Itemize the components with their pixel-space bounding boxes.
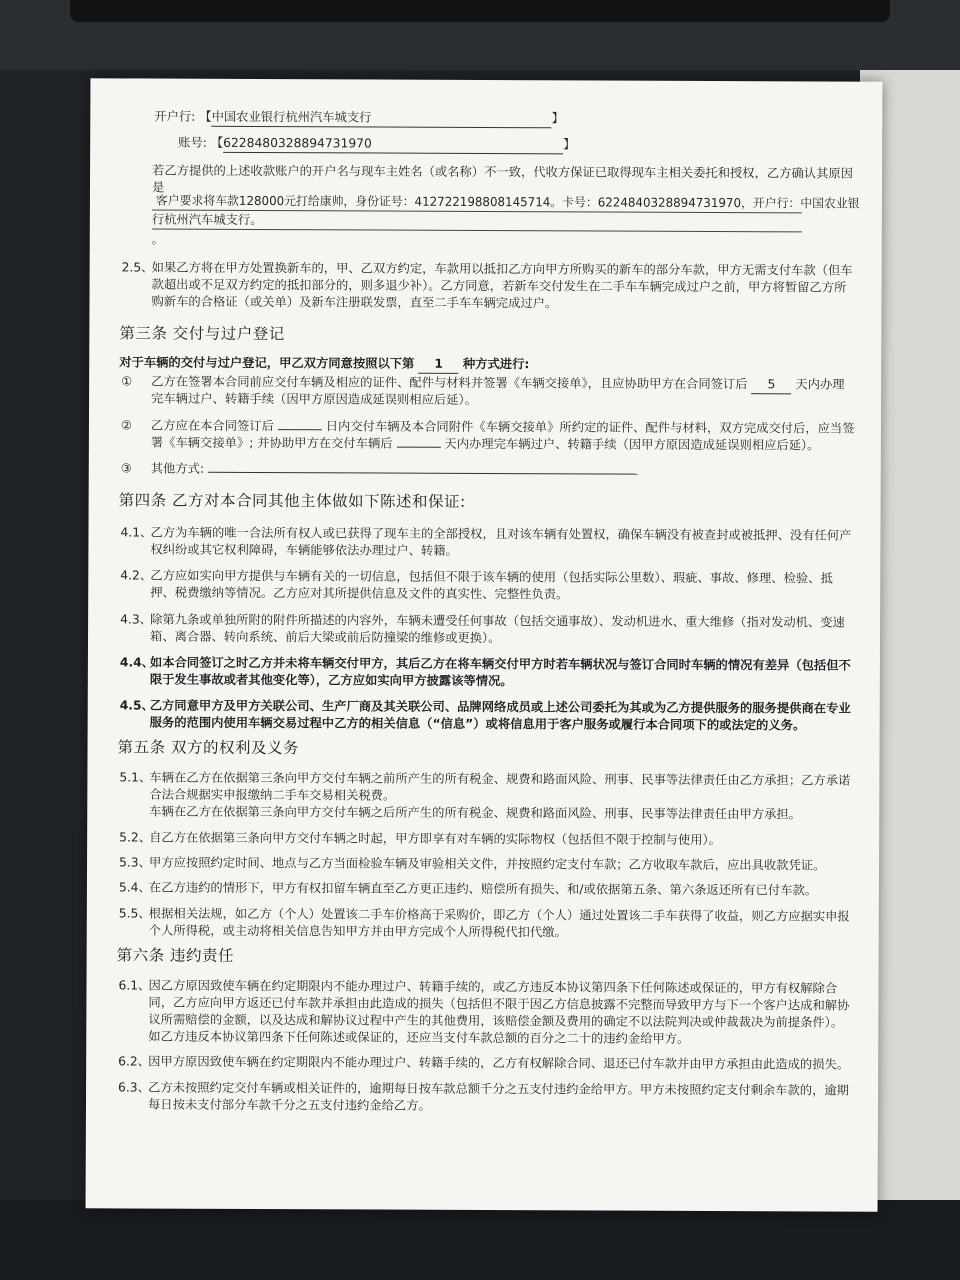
option-mark: ① xyxy=(121,374,133,389)
option-line xyxy=(151,461,638,480)
method-number xyxy=(419,356,459,374)
clause-line: 如乙方违反本协议第四条下任何陈述或保证的，还应当支付车款总额的百分之二十的违约金给甲方。 xyxy=(148,1029,690,1046)
option-text: 乙方在签署本合同前应交付车辆及相应的证件、配件与材料并签署《车辆交接单》，且应协助甲方在合同签订后 xyxy=(151,374,748,392)
section-title: 第三条 交付与过户登记 xyxy=(119,324,285,344)
option-text: 其他方式: xyxy=(150,461,205,476)
clause-line: 除第九条或单独所附的附件所描述的内容外，车辆未遭受任何事故（包括交通事故）、发动机进水、重大维修（指对发动机、变速 xyxy=(150,612,845,630)
bank-label: 开户行: xyxy=(154,109,196,124)
clause-line: 限于发生事故或者其他变化等），乙方应如实向甲方披露该等情况。 xyxy=(149,672,513,689)
contract-page xyxy=(86,78,883,1211)
section3-intro xyxy=(119,354,529,374)
option-line xyxy=(151,435,820,455)
option-text: 署《车辆交接单》; 并协助甲方在交付车辆后 xyxy=(150,435,393,451)
clause-line: 同，乙方应向甲方返还已付车款并承担由此造成的损失（包括但不限于因乙方信息披露不完整而导致甲方与下一个客户达成和解协 xyxy=(148,995,850,1013)
clause-number: 6.3、 xyxy=(118,1080,150,1095)
reason-line: 客户要求将车款128000元打给康帅，身份证号：412722198808145714。卡号：6224840328894731970，开户行：中国农业银 xyxy=(155,193,860,211)
clause-line: 根据相关法规，如乙方（个人）处置该二手车价格高于采购价，即乙方（个人）通过处置该二手车获得了收益，则乙方应据实申报 xyxy=(148,906,850,924)
bank-field xyxy=(212,109,552,128)
underline xyxy=(152,229,802,233)
section-title: 第五条 双方的权利及义务 xyxy=(117,738,300,758)
clause-line: 乙方应如实向甲方提供与车辆有关的一切信息，包括但不限于该车辆的使用（包括实际公里数）、瑕疵、事故、修理、检验、抵 xyxy=(150,568,833,586)
clause-line: 自乙方在依据第三条向甲方交付车辆之时起，甲方即享有对车辆的实际物权（包括但不限于控制与使用）。 xyxy=(149,830,721,848)
clause-line: 如本合同签订之时乙方并未将车辆交付甲方，其后乙方在将车辆交付甲方时若车辆状况与签订合同时车辆的情况有差异（包括但不 xyxy=(149,655,851,673)
clause-line: 因甲方原因致使车辆在约定期限内不能办理过户、转籍手续的，乙方有权解除合同、退还已付车款并由甲方承担由此造成的损失。 xyxy=(148,1054,850,1072)
clause-number: 5.3、 xyxy=(119,855,151,870)
option-mark: ③ xyxy=(120,461,132,476)
clause-number: 4.2、 xyxy=(120,568,153,583)
option-text: 天内办理完车辆过户、转籍手续（因甲方原因造成延误则相应后延）。 xyxy=(444,436,820,453)
bracket-close: 】 xyxy=(551,111,564,126)
clause-line: 因乙方原因致使车辆在约定期限内不能办理过户、转籍手续的，或乙方违反本协议第四条下任何陈述或保证的，甲方有权解除合 xyxy=(148,978,838,996)
clause-line: 乙方同意甲方及甲方关联公司、生产厂商及其关联公司、品牌网络成员或上述公司委托为其或为乙方提供服务的服务提供商在专业 xyxy=(149,698,851,716)
clause-number: 4.5、 xyxy=(119,698,154,713)
bracket-open: 【 xyxy=(210,135,224,150)
clause-line: 车辆在乙方在依据第三条向甲方交付车辆之后所产生的所有税金、规费和路面风险、刑事、民事等法律责任由甲方承担。 xyxy=(149,804,802,822)
option-line: 完车辆过户、转籍手续（因甲方原因造成延误则相应后延）。 xyxy=(151,391,477,407)
clause-line: 议所需赔偿的金额，以及达成和解协议过程中产生的其他费用，该赔偿金额及费用的确定不以法院判决或仲裁裁决为前提条件）。 xyxy=(148,1012,844,1030)
clause-number: 5.4、 xyxy=(118,880,151,895)
clause-number: 6.1、 xyxy=(118,978,151,993)
clause-line: 服务的范围内使用车辆交易过程中乙方的相关信息（“信息”）或将信息用于客户服务或履行本合同项下的或法定的义务。 xyxy=(149,715,806,733)
clause-number: 4.1、 xyxy=(120,525,153,540)
clause-number: 5.5、 xyxy=(118,906,151,921)
clause-line: 合法合规据实申报缴纳二手车交易相关税费。 xyxy=(149,787,396,803)
clause-line: 乙方为车辆的唯一合法所有权人或已获得了现车主的全部授权，且对该车辆有处置权，确保车辆没有被查封或被抵押、没有任何产 xyxy=(150,525,852,543)
clause-line: 箱、离合器、转向系统、前后大梁或前后防撞梁的维修或更换）。 xyxy=(150,629,501,646)
clause-number: 4.4、 xyxy=(119,655,155,670)
bank-value: 中国农业银行杭州汽车城支行 xyxy=(211,109,372,125)
reason-line: 若乙方提供的上述收款账户的开户名与现车主姓名（或名称）不一致，代收方保证已取得现车主相关委托和授权，乙方确认其原因 xyxy=(152,163,854,181)
reason-line: 行杭州汽车城支行。 xyxy=(151,212,263,228)
background-top xyxy=(0,0,960,70)
option-mark: ② xyxy=(120,418,133,433)
option-text: 天内办理 xyxy=(795,377,845,392)
reason-line: 。 xyxy=(151,232,165,247)
section-title: 第四条 乙方对本合同其他主体做如下陈述和保证: xyxy=(118,491,466,511)
clause-line: 如果乙方将在甲方处置换新车的，甲、乙双方约定，车款用以抵扣乙方向甲方所购买的新车的部分车款，甲方无需支付车款（但车 xyxy=(151,260,853,278)
clause-line: 押、税费缴纳等情况。乙方应对其所提供信息及文件的真实性、完整性负责。 xyxy=(150,585,569,602)
option-text: 乙方应在本合同签订后 xyxy=(150,418,274,434)
account-value: 6228480328894731970 xyxy=(223,135,372,151)
bracket-open: 【 xyxy=(199,109,212,124)
clause-line: 车辆在乙方在依据第三条向甲方交付车辆之前所产生的所有税金、规费和路面风险、刑事、民事等法律责任由乙方承担；乙方承诺 xyxy=(149,770,851,788)
method-number-value: 1 xyxy=(434,356,443,371)
background-object xyxy=(70,0,890,22)
clause-line: 权纠纷或其它权利障碍，车辆能够依法办理过户、转籍。 xyxy=(150,542,458,558)
clause-number: 5.1、 xyxy=(119,770,152,785)
intro-text: 种方式进行: xyxy=(462,356,530,372)
clause-line: 个人所得税，或主动将相关信息告知甲方并由甲方完成个人所得税代扣代缴。 xyxy=(148,923,567,940)
clause-line: 在乙方违约的情形下，甲方有权扣留车辆直至乙方更正违约、赔偿所有损失、和/或依据第五条、第六条返还所有已付车款。 xyxy=(148,880,818,898)
blank-field xyxy=(396,447,440,448)
clause-line: 每日按未支付部分车款千分之五支付违约金给乙方。 xyxy=(147,1097,431,1113)
section-title: 第六条 违约责任 xyxy=(116,946,235,965)
clause-line: 购新车的合格证（或关单）及新车注册联发票，直至二手车车辆完成过户。 xyxy=(151,294,558,311)
account-field xyxy=(223,135,563,154)
option-text: 日内交付车辆及本合同附件《车辆交接单》所约定的证件、配件与材料，双方完成交付后，应当签 xyxy=(325,419,855,436)
reason-line: 是 xyxy=(151,180,165,195)
days-value: 5 xyxy=(767,377,776,392)
background-bottom xyxy=(0,1200,960,1280)
blank-field xyxy=(208,472,638,475)
account-row xyxy=(178,135,575,155)
clause-line: 甲方应按照约定时间、地点与乙方当面检验车辆及审验相关文件，并按照约定支付车款；乙方收取车款后，应出具收款凭证。 xyxy=(149,855,826,873)
bank-row xyxy=(154,109,564,129)
clause-line: 款超出或不足双方约定的抵扣部分的，则多退少补）。乙方同意，若新车交付发生在二手车车辆完成过户之前，甲方将暂留乙方所 xyxy=(151,277,847,295)
clause-number: 5.2、 xyxy=(119,830,152,845)
intro-text: 对于车辆的交付与过户登记，甲乙双方同意按照以下第 xyxy=(119,355,415,371)
blank-field xyxy=(278,429,322,430)
clause-number: 6.2、 xyxy=(118,1054,151,1069)
clause-number: 4.3、 xyxy=(120,612,152,627)
days-field xyxy=(751,376,791,394)
clause-line: 乙方未按照约定交付车辆或相关证件的，逾期每日按车款总额千分之五支付违约金给甲方。甲方未按照约定支付剩余车款的，逾期 xyxy=(148,1080,850,1098)
clause-number: 2.5、 xyxy=(121,260,154,275)
account-label: 账号: xyxy=(178,135,207,150)
bracket-close: 】 xyxy=(563,137,576,152)
